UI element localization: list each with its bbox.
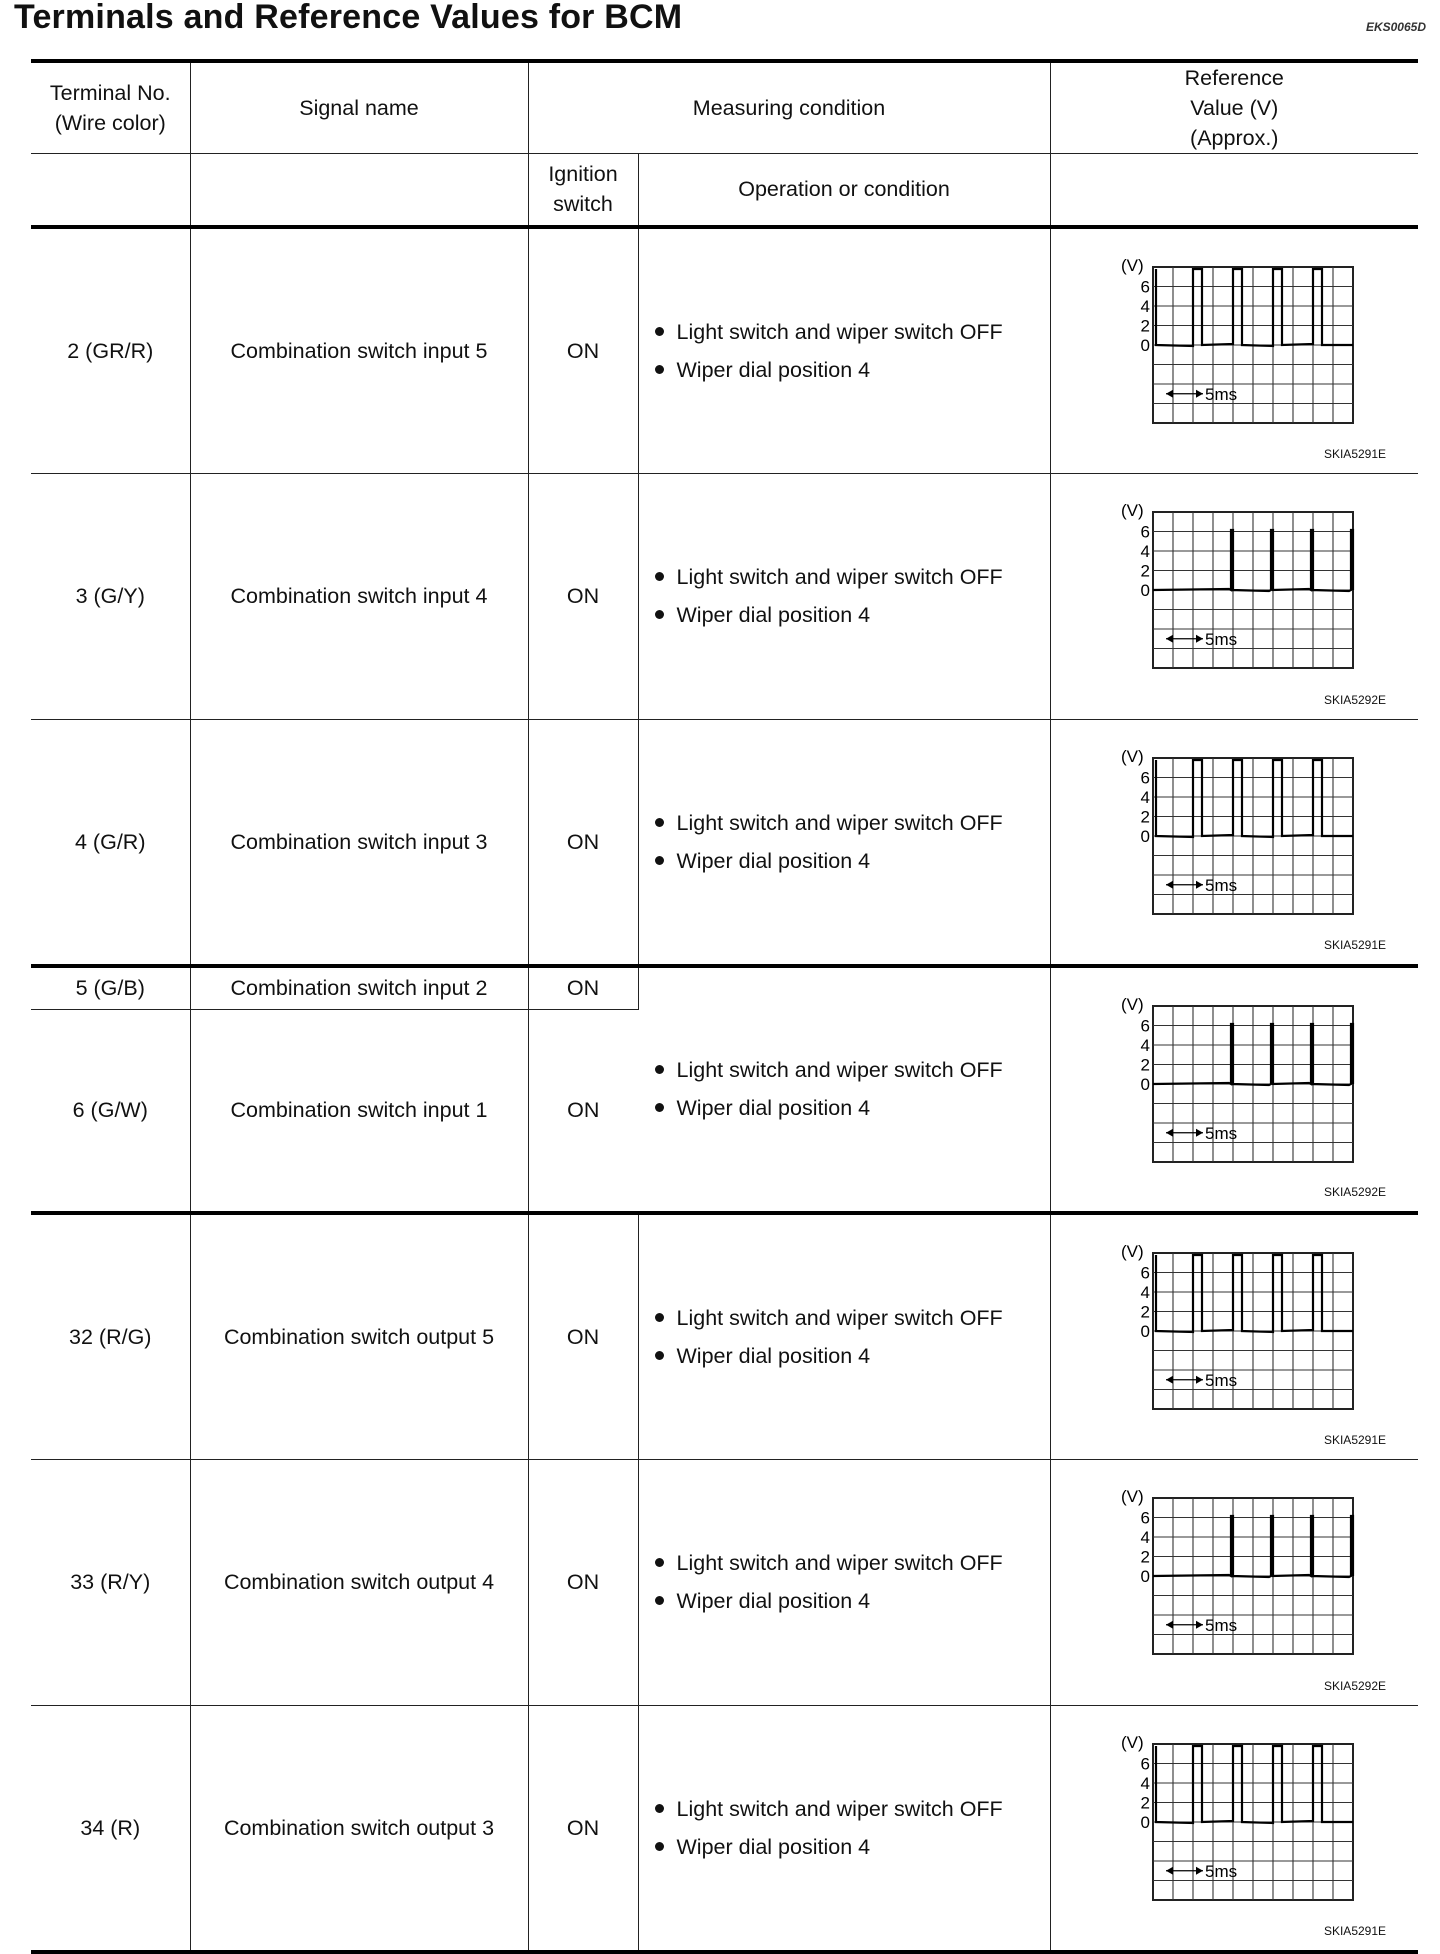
header-reference-sub <box>1050 154 1418 227</box>
scope-tick-label: 4 <box>1140 788 1150 807</box>
figure-id: SKIA5291E <box>1323 1924 1387 1938</box>
condition-item: Light switch and wiper switch OFF <box>653 1790 1050 1828</box>
arrow-left-icon <box>1166 1867 1173 1875</box>
arrow-left-icon <box>1166 389 1173 397</box>
condition-item: Wiper dial position 4 <box>653 842 1050 880</box>
scope-time-label: 5ms <box>1204 1123 1237 1143</box>
terminal-no: 5 (G/B) <box>31 966 190 1009</box>
scope-time-label: 5ms <box>1204 875 1237 895</box>
condition-item: Light switch and wiper switch OFF <box>653 1051 1050 1089</box>
terminal-no: 34 (R) <box>31 1706 190 1953</box>
scope-tick-label: 0 <box>1140 580 1150 600</box>
condition-list <box>639 1299 1050 1375</box>
oscilloscope-graph <box>1113 998 1363 1168</box>
oscilloscope-graph <box>1113 750 1363 920</box>
table-row <box>31 966 1418 1009</box>
oscilloscope-graph <box>1113 1490 1363 1660</box>
scope-tick-label: 4 <box>1140 1282 1150 1302</box>
ignition-state: ON <box>528 966 638 1009</box>
scope-tick-label: 6 <box>1140 522 1150 541</box>
ignition-state: ON <box>528 1706 638 1953</box>
header-signal: Signal name <box>190 61 528 154</box>
scope-tick-label: 6 <box>1140 768 1150 788</box>
scope-unit-label: (V) <box>1120 1244 1144 1261</box>
signal-name: Combination switch output 3 <box>190 1706 528 1953</box>
scope-time-label: 5ms <box>1204 384 1237 404</box>
scope-unit-label: (V) <box>1120 258 1144 275</box>
oscilloscope-graph <box>1113 504 1363 674</box>
signal-name: Combination switch input 1 <box>190 1009 528 1213</box>
condition-item: Wiper dial position 4 <box>653 1828 1050 1866</box>
header-terminal-sub <box>31 154 190 227</box>
figure-id: SKIA5291E <box>1323 446 1387 461</box>
scope-tick-label: 4 <box>1140 296 1150 316</box>
reference-waveform <box>1050 473 1418 720</box>
signal-name: Combination switch input 2 <box>190 966 528 1009</box>
ignition-state: ON <box>528 1213 638 1460</box>
scope-tick-label: 6 <box>1140 1016 1150 1036</box>
scope-unit-label: (V) <box>1120 750 1144 766</box>
condition-item: Light switch and wiper switch OFF <box>653 1544 1050 1582</box>
scope-tick-label: 2 <box>1140 1793 1150 1813</box>
scope-tick-label: 0 <box>1140 1813 1150 1832</box>
scope-tick-label: 4 <box>1140 541 1150 561</box>
arrow-left-icon <box>1166 634 1173 642</box>
header-ignition: Ignition switch <box>528 154 638 227</box>
scope-tick-label: 2 <box>1140 316 1150 335</box>
signal-name: Combination switch output 5 <box>190 1213 528 1460</box>
scope-unit-label: (V) <box>1120 1489 1144 1506</box>
table-row <box>31 1459 1418 1706</box>
operation-condition <box>638 966 1050 1213</box>
scope-tick-label: 6 <box>1140 1508 1150 1527</box>
scope-tick-label: 6 <box>1140 277 1150 296</box>
condition-list <box>639 558 1050 634</box>
scope-tick-label: 2 <box>1140 807 1150 827</box>
scope-waveform <box>1156 269 1353 346</box>
condition-item: Wiper dial position 4 <box>653 351 1050 389</box>
oscilloscope-graph <box>1113 1245 1363 1415</box>
figure-id: SKIA5292E <box>1323 1679 1387 1693</box>
header-reference: Reference Value (V) (Approx.) <box>1050 61 1418 154</box>
ignition-state: ON <box>528 227 638 474</box>
oscilloscope-graph <box>1113 1736 1363 1906</box>
scope-time-label: 5ms <box>1204 629 1237 649</box>
condition-list <box>639 804 1050 880</box>
table-row <box>31 1213 1418 1460</box>
condition-list <box>639 1051 1050 1127</box>
condition-item: Light switch and wiper switch OFF <box>653 558 1050 596</box>
signal-name: Combination switch input 5 <box>190 227 528 474</box>
condition-item: Wiper dial position 4 <box>653 1089 1050 1127</box>
scope-waveform <box>1156 1746 1353 1823</box>
header-operation: Operation or condition <box>638 154 1050 227</box>
terminal-no: 32 (R/G) <box>31 1213 190 1460</box>
condition-item: Wiper dial position 4 <box>653 596 1050 634</box>
terminal-reference-table <box>31 59 1418 1954</box>
page-title: Terminals and Reference Values for BCM <box>14 0 683 36</box>
operation-condition <box>638 1213 1050 1460</box>
signal-name: Combination switch output 4 <box>190 1459 528 1706</box>
scope-tick-label: 4 <box>1140 1527 1150 1547</box>
terminal-no: 3 (G/Y) <box>31 473 190 720</box>
table-row <box>31 720 1418 967</box>
ignition-state: ON <box>528 1009 638 1213</box>
scope-tick-label: 2 <box>1140 561 1150 580</box>
condition-item: Wiper dial position 4 <box>653 1582 1050 1620</box>
scope-tick-label: 0 <box>1140 1075 1150 1094</box>
table-row <box>31 227 1418 474</box>
signal-name: Combination switch input 3 <box>190 720 528 967</box>
operation-condition <box>638 1706 1050 1953</box>
condition-item: Light switch and wiper switch OFF <box>653 313 1050 351</box>
arrow-left-icon <box>1166 881 1173 889</box>
operation-condition <box>638 1459 1050 1706</box>
condition-list <box>639 1790 1050 1866</box>
arrow-right-icon <box>1196 1867 1203 1875</box>
scope-time-label: 5ms <box>1204 1615 1237 1635</box>
scope-tick-label: 2 <box>1140 1302 1150 1321</box>
operation-condition <box>638 720 1050 967</box>
operation-condition <box>638 227 1050 474</box>
terminal-no: 2 (GR/R) <box>31 227 190 474</box>
arrow-left-icon <box>1166 1129 1173 1137</box>
operation-condition <box>638 473 1050 720</box>
signal-name: Combination switch input 4 <box>190 473 528 720</box>
condition-item: Wiper dial position 4 <box>653 1337 1050 1375</box>
scope-tick-label: 0 <box>1140 1566 1150 1586</box>
scope-tick-label: 2 <box>1140 1055 1150 1075</box>
arrow-right-icon <box>1196 1620 1203 1628</box>
table-row <box>31 473 1418 720</box>
header-signal-sub <box>190 154 528 227</box>
oscilloscope-graph <box>1113 259 1363 429</box>
terminal-no: 33 (R/Y) <box>31 1459 190 1706</box>
figure-id: SKIA5291E <box>1323 938 1387 952</box>
scope-waveform <box>1156 1255 1353 1332</box>
condition-list <box>639 1544 1050 1620</box>
reference-waveform <box>1050 966 1418 1213</box>
arrow-right-icon <box>1196 634 1203 642</box>
scope-unit-label: (V) <box>1120 1736 1144 1752</box>
figure-id: SKIA5292E <box>1323 693 1387 707</box>
section-code: EKS0065D <box>1365 20 1426 34</box>
scope-time-label: 5ms <box>1204 1370 1237 1390</box>
scope-tick-label: 2 <box>1140 1547 1150 1566</box>
ignition-state: ON <box>528 720 638 967</box>
ignition-state: ON <box>528 1459 638 1706</box>
reference-waveform <box>1050 1213 1418 1460</box>
scope-time-label: 5ms <box>1204 1861 1237 1881</box>
ignition-state: ON <box>528 473 638 720</box>
reference-waveform <box>1050 1706 1418 1953</box>
table-row <box>31 1706 1418 1953</box>
scope-tick-label: 4 <box>1140 1774 1150 1793</box>
figure-id: SKIA5291E <box>1323 1432 1387 1447</box>
condition-item: Light switch and wiper switch OFF <box>653 804 1050 842</box>
scope-tick-label: 0 <box>1140 1321 1150 1341</box>
arrow-left-icon <box>1166 1375 1173 1383</box>
scope-unit-label: (V) <box>1120 998 1144 1014</box>
arrow-right-icon <box>1196 389 1203 397</box>
scope-tick-label: 6 <box>1140 1754 1150 1774</box>
scope-unit-label: (V) <box>1120 503 1144 520</box>
scope-tick-label: 0 <box>1140 827 1150 846</box>
arrow-right-icon <box>1196 881 1203 889</box>
figure-id: SKIA5292E <box>1323 1184 1387 1199</box>
reference-waveform <box>1050 227 1418 474</box>
header-terminal: Terminal No. (Wire color) <box>31 61 190 154</box>
header-measuring: Measuring condition <box>528 61 1050 154</box>
terminal-no: 6 (G/W) <box>31 1009 190 1213</box>
scope-tick-label: 0 <box>1140 335 1150 355</box>
arrow-left-icon <box>1166 1620 1173 1628</box>
arrow-right-icon <box>1196 1129 1203 1137</box>
scope-tick-label: 4 <box>1140 1036 1150 1055</box>
condition-list <box>639 313 1050 389</box>
arrow-right-icon <box>1196 1375 1203 1383</box>
terminal-no: 4 (G/R) <box>31 720 190 967</box>
reference-waveform <box>1050 1459 1418 1706</box>
scope-tick-label: 6 <box>1140 1263 1150 1282</box>
scope-waveform <box>1156 760 1353 837</box>
condition-item: Light switch and wiper switch OFF <box>653 1299 1050 1337</box>
reference-waveform <box>1050 720 1418 967</box>
